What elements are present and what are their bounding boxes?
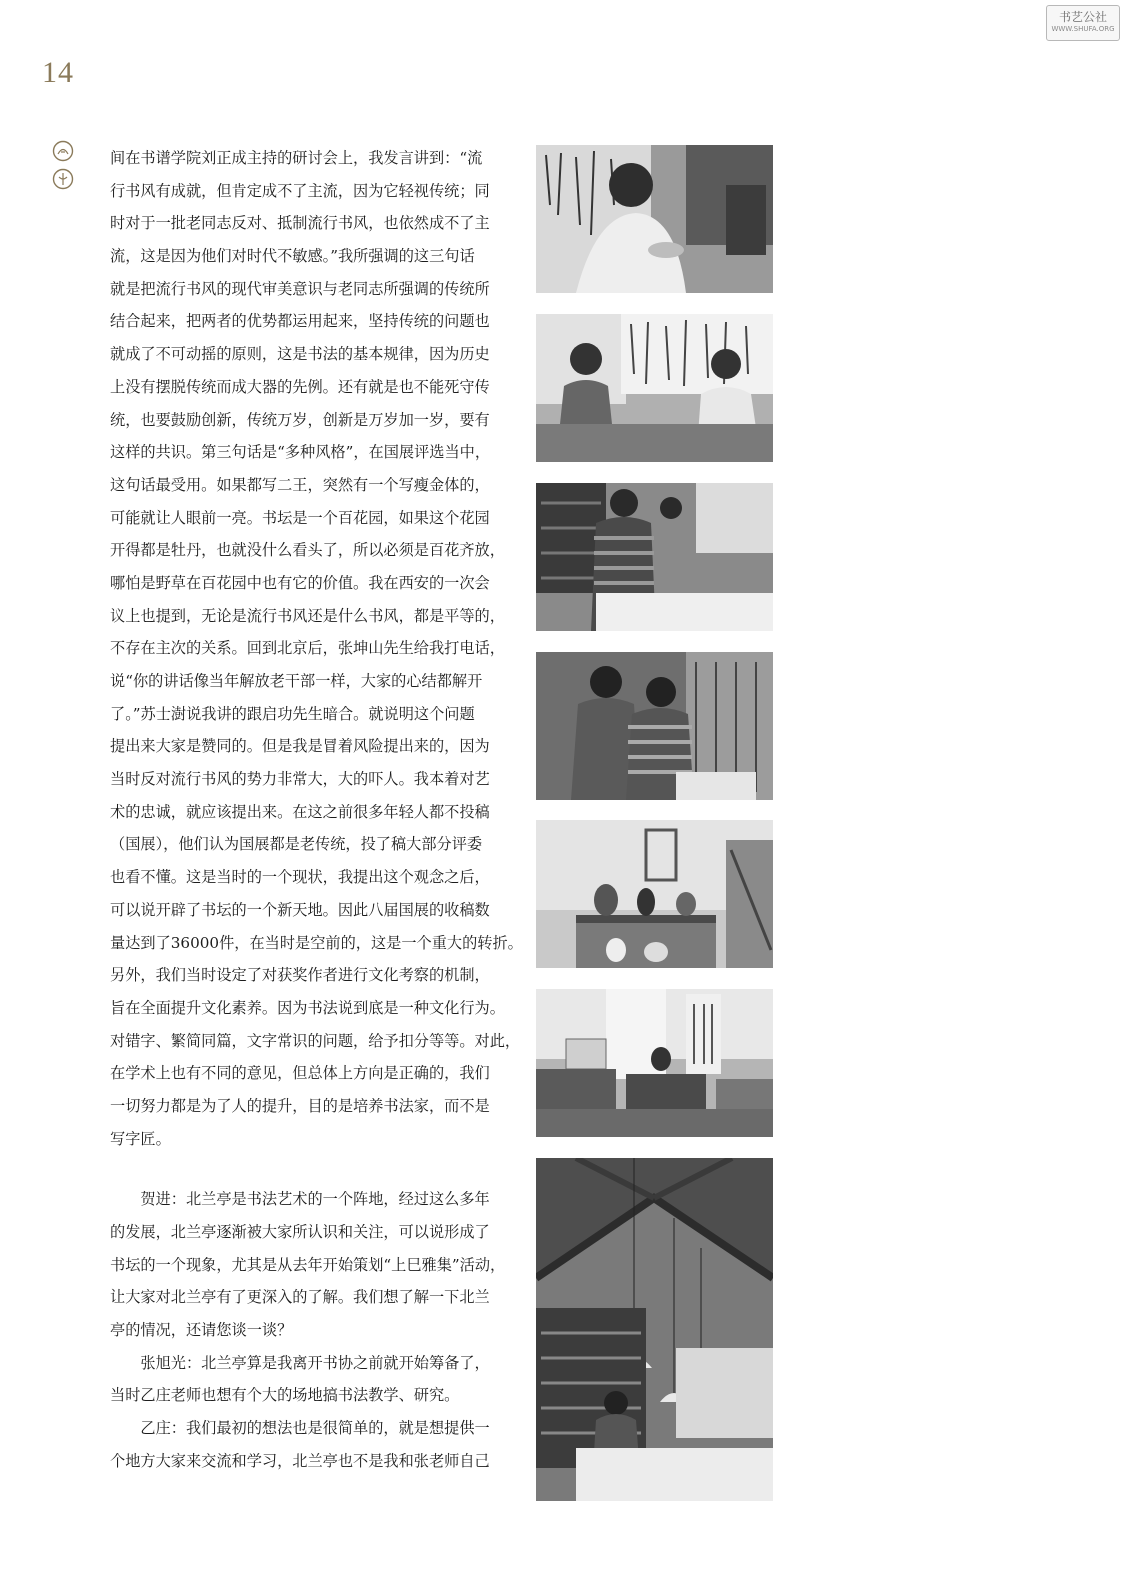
text-line: 对错字、繁简同篇，文字常识的问题，给予扣分等等。对此，	[110, 1031, 521, 1050]
ornaments	[52, 140, 76, 196]
photo-7	[536, 1158, 773, 1501]
text-line: 写字匠。	[110, 1129, 171, 1148]
text-line: 个地方大家来交流和学习，北兰亭也不是我和张老师自己	[110, 1451, 490, 1470]
article-text	[110, 142, 523, 1478]
text-line: 时对于一批老同志反对、抵制流行书风，也依然成不了主	[110, 214, 490, 233]
text-line: 旨在全面提升文化素养。因为书法说到底是一种文化行为。	[110, 998, 505, 1017]
text-line: 在学术上也有不同的意见，但总体上方向是正确的，我们	[110, 1064, 490, 1083]
text-line: 另外，我们当时设定了对获奖作者进行文化考察的机制，	[110, 966, 490, 985]
text-line: （国展），他们认为国展都是老传统，投了稿大部分评委	[110, 835, 483, 854]
text-line: 不存在主次的关系。回到北京后，张坤山先生给我打电话，	[110, 639, 505, 658]
page-number: 14	[42, 56, 74, 89]
photo-4	[536, 652, 773, 800]
text-line: 统，也要鼓励创新，传统万岁，创新是万岁加一岁，要有	[110, 410, 490, 429]
text-line: 提出来大家是赞同的。但是我是冒着风险提出来的，因为	[110, 737, 490, 756]
photo-2	[536, 314, 773, 462]
text-line: 行书风有成就，但肯定成不了主流，因为它轻视传统；同	[110, 181, 490, 200]
photo-6	[536, 989, 773, 1137]
text-line: 说“你的讲话像当年解放老干部一样，大家的心结都解开	[110, 672, 483, 690]
text-line: 可以说开辟了书坛的一个新天地。因此八届国展的收稿数	[110, 900, 490, 919]
text-line: 流，这是因为他们对时代不敏感。”我所强调的这三句话	[110, 247, 475, 266]
text-line: 亭的情况，还请您谈一谈？	[110, 1321, 293, 1340]
seal-ornament-icon	[52, 168, 74, 190]
text-line: 了。”苏士澍说我讲的跟启功先生暗合。就说明这个问题	[110, 704, 475, 723]
text-line: 量达到了36000件，在当时是空前的，这是一个重大的转折。	[110, 933, 523, 952]
text-line: 议上也提到，无论是流行书风还是什么书风，都是平等的，	[110, 606, 505, 625]
text-line: 这样的共识。第三句话是“多种风格”，在国展评选当中，	[110, 443, 491, 462]
photo-5	[536, 820, 773, 968]
text-line: 就成了不可动摇的原则，这是书法的基本规律，因为历史	[110, 345, 490, 364]
text-line: 让大家对北兰亭有了更深入的了解。我们想了解一下北兰	[110, 1288, 490, 1307]
watermark-url: WWW.SHUFA.ORG	[1051, 25, 1115, 33]
text-line: 书坛的一个现象，尤其是从去年开始策划“上巳雅集”活动，	[110, 1255, 506, 1274]
watermark-chinese: 书艺公社	[1058, 10, 1107, 24]
text-line: 贺进：北兰亭是书法艺术的一个阵地，经过这么多年	[110, 1190, 490, 1209]
text-line: 乙庄：我们最初的想法也是很简单的，就是想提供一	[110, 1419, 490, 1438]
text-line: 张旭光：北兰亭算是我离开书协之前就开始筹备了，	[110, 1353, 490, 1372]
text-line: 当时乙庄老师也想有个大的场地搞书法教学、研究。	[110, 1386, 460, 1405]
seal-ornament-icon	[52, 140, 74, 162]
text-line: 哪怕是野草在百花园中也有它的价值。我在西安的一次会	[110, 573, 490, 592]
photo-1	[536, 145, 773, 293]
text-line: 的发展，北兰亭逐渐被大家所认识和关注，可以说形成了	[110, 1223, 490, 1241]
text-line: 当时反对流行书风的势力非常大，大的吓人。我本着对艺	[110, 770, 490, 789]
photo-3	[536, 483, 773, 631]
text-line: 这句话最受用。如果都写二王，突然有一个写瘦金体的，	[110, 475, 490, 494]
text-line: 结合起来，把两者的优势都运用起来，坚持传统的问题也	[110, 312, 490, 331]
text-line: 就是把流行书风的现代审美意识与老同志所强调的传统所	[110, 279, 490, 298]
text-line: 一切努力都是为了人的提升，目的是培养书法家，而不是	[110, 1096, 490, 1115]
watermark-logo	[1046, 5, 1120, 41]
body-paragraph	[110, 142, 523, 1155]
text-line: 术的忠诚，就应该提出来。在这之前很多年轻人都不投稿	[110, 802, 490, 821]
text-line: 上没有摆脱传统而成大器的先例。还有就是也不能死守传	[110, 377, 490, 396]
text-line: 可能就让人眼前一亮。书坛是一个百花园，如果这个花园	[110, 508, 490, 527]
text-line: 开得都是牡丹，也就没什么看头了，所以必须是百花齐放，	[110, 541, 505, 560]
text-line: 也看不懂。这是当时的一个现状，我提出这个观念之后，	[110, 868, 490, 887]
dialogue-section	[110, 1183, 506, 1477]
text-line: 间在书谱学院刘正成主持的研讨会上，我发言讲到：“流	[110, 149, 483, 167]
